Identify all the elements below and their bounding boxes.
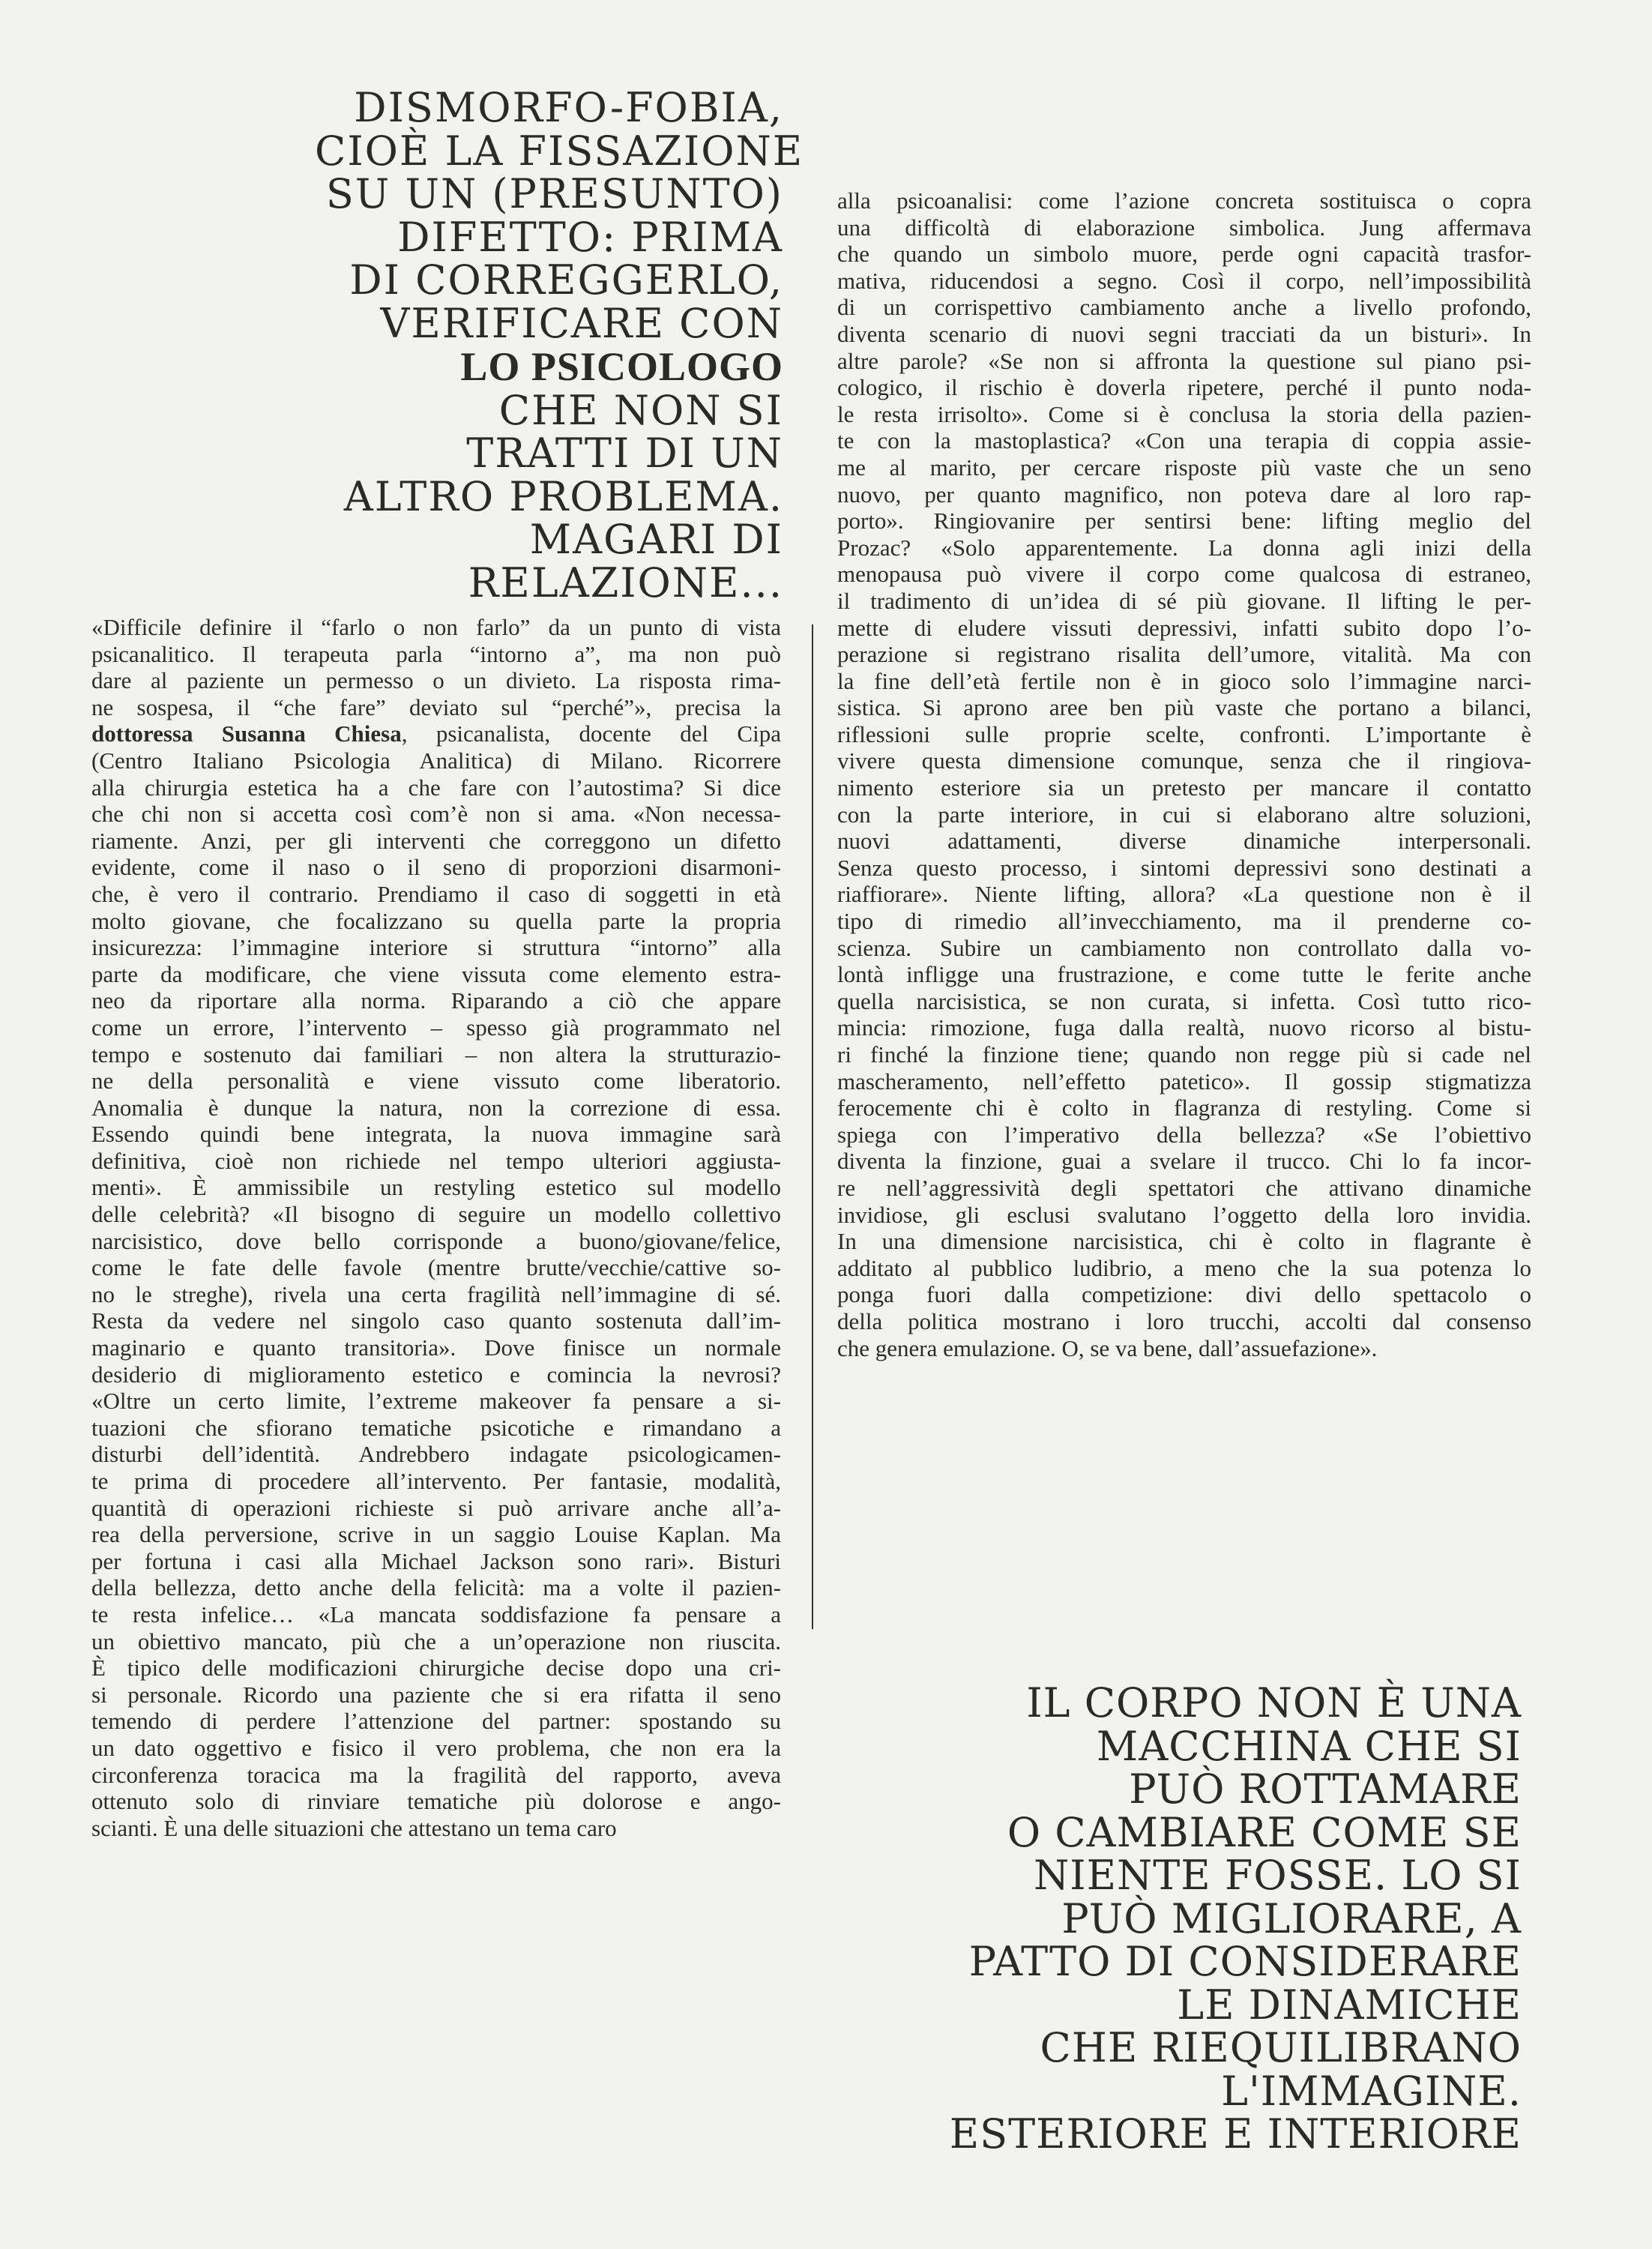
body-line: (Centro Italiano Psicologia Analitica) di Milano. Ricorrere	[91, 747, 781, 774]
pull-quote-line: VERIFICARE CON	[380, 299, 783, 347]
pull-quote-line: NIENTE FOSSE. LO SI	[1034, 1852, 1522, 1899]
pull-quote-line: TRATTI DI UN	[466, 430, 783, 477]
article-column-right	[837, 187, 1531, 1361]
body-line: evidente, come il naso o il seno di proporzioni disarmoni-	[91, 854, 781, 881]
body-line: che genera emulazione. O, se va bene, dall’assuefazione».	[837, 1334, 1378, 1361]
body-text: , psicanalista, docente del Cipa	[401, 720, 781, 747]
body-line: no le streghe), rivela una certa fragilità nell’immagine di sé.	[91, 1280, 781, 1307]
body-line: maginario e quanto transitoria». Dove finisce un normale	[91, 1334, 781, 1361]
body-line: di un corrispettivo cambiamento anche a livello profondo,	[837, 294, 1531, 321]
pull-quote-line: LE DINAMICHE	[1177, 1981, 1522, 2029]
body-line: psicanalitico. Il terapeuta parla “intorno a”, ma non può	[91, 640, 781, 667]
body-line	[91, 720, 781, 747]
body-line: tuazioni che sfiorano tematiche psicotiche e rimandano a	[91, 1414, 781, 1441]
body-line: diventa la finzione, guai a svelare il trucco. Chi lo fa incor-	[837, 1148, 1531, 1175]
body-line: te prima di procedere all’intervento. Per fantasie, modalità,	[91, 1468, 781, 1494]
body-line: che quando un simbolo muore, perde ogni capacità trasfor-	[837, 241, 1531, 268]
body-line: le resta irrisolto». Come si è conclusa la storia della pazien-	[837, 400, 1531, 427]
body-line: ponga fuori dalla competizione: divi dello spettacolo o	[837, 1281, 1531, 1308]
body-line: tempo e sostenuto dai familiari – non altera la strutturazio-	[91, 1041, 781, 1068]
body-line: Senza questo processo, i sintomi depressivi sono destinati a	[837, 854, 1531, 881]
body-line: riamente. Anzi, per gli interventi che correggono un difetto	[91, 827, 781, 854]
pull-quote-line: MACCHINA CHE SI	[1096, 1722, 1522, 1770]
pull-quote-line: PUÒ ROTTAMARE	[1129, 1765, 1522, 1813]
pull-quote-line: PUÒ MIGLIORARE, A	[1061, 1894, 1522, 1942]
body-line: come un errore, l’intervento – spesso già programmato nel	[91, 1014, 781, 1041]
pull-quote-line: CIOÈ LA FISSAZIONE	[315, 127, 804, 175]
body-line: sistica. Si aprono aree ben più vaste che portano a bilanci,	[837, 694, 1531, 721]
body-line: «Oltre un certo limite, l’extreme makeover fa pensare a si-	[91, 1388, 781, 1415]
body-line: come le fate delle favole (mentre brutte/vecchie/cattive so-	[91, 1254, 781, 1281]
pull-quote-line: DI CORREGGERLO,	[349, 256, 783, 304]
pull-quote-line: DISMORFO-FOBIA,	[354, 84, 783, 131]
body-line: In una dimensione narcisistica, chi è colto in flagrante è	[837, 1228, 1531, 1255]
body-line: perazione si registrano risalita dell’umore, vitalità. Ma con	[837, 641, 1531, 668]
body-line: della politica mostrano i loro trucchi, accolti dal consenso	[837, 1307, 1531, 1334]
body-line: Resta da vedere nel singolo caso quanto sostenuta dall’im-	[91, 1307, 781, 1334]
pull-quote-line: CHE NON SI	[498, 386, 783, 434]
body-line: mincia: rimozione, fuga dalla realtà, nuovo ricorso al bistu-	[837, 1014, 1531, 1041]
body-line: della bellezza, detto anche della felicità: ma a volte il pazien-	[91, 1574, 781, 1601]
pull-quote-top	[315, 84, 804, 606]
pull-quote-line: DIFETTO: PRIMA	[397, 213, 783, 261]
body-line: scianti. È una delle situazioni che attestano un tema caro	[91, 1814, 617, 1841]
body-line: Prozac? «Solo apparentemente. La donna agli inizi della	[837, 534, 1531, 561]
body-line: altre parole? «Se non si affronta la questione sul piano psi-	[837, 347, 1531, 374]
body-line: invidiose, gli esclusi svalutano l’oggetto della loro invidia.	[837, 1201, 1531, 1228]
body-line: narcisistico, dove bello corrisponde a buono/giovane/felice,	[91, 1227, 781, 1254]
body-line: nuovo, per quanto magnifico, non poteva dare al loro rap-	[837, 481, 1531, 508]
body-line: «Difficile definire il “farlo o non farlo” da un punto di vista	[91, 614, 781, 640]
body-line: con la parte interiore, in cui si elaborano altre soluzioni,	[837, 801, 1531, 828]
body-line: parte da modificare, che viene vissuta come elemento estra-	[91, 960, 781, 987]
body-line: diventa scenario di nuovi segni tracciati da un bisturi». In	[837, 320, 1531, 347]
body-line: mascheramento, nell’effetto patetico». Il gossip stigmatizza	[837, 1068, 1531, 1095]
body-line: te con la mastoplastica? «Con una terapia di coppia assie-	[837, 427, 1531, 454]
body-line: ri finché la finzione tiene; quando non regge più si cade nel	[837, 1041, 1531, 1068]
body-line: disturbi dell’identità. Andrebbero indagate psicologicamen-	[91, 1441, 781, 1468]
body-line: porto». Ringiovanire per sentirsi bene: lifting meglio del	[837, 508, 1531, 535]
body-line: re nell’aggressività degli spettatori che attivano dinamiche	[837, 1174, 1531, 1201]
pull-quote-line: CHE RIEQUILIBRANO	[1040, 2024, 1522, 2071]
body-line: ne della personalità e viene vissuto come liberatorio.	[91, 1068, 781, 1095]
body-line: Anomalia è dunque la natura, non la correzione di essa.	[91, 1094, 781, 1121]
body-line: che, è vero il contrario. Prendiamo il caso di soggetti in età	[91, 880, 781, 907]
body-line: molto giovane, che focalizzano su quella parte la propria	[91, 907, 781, 934]
body-line: ne sospesa, il “che fare” deviato sul “perché”», precisa la	[91, 693, 781, 720]
body-line: Essendo quindi bene integrata, la nuova immagine sarà	[91, 1121, 781, 1148]
body-line: rea della perversione, scrive in un saggio Louise Kaplan. Ma	[91, 1521, 781, 1548]
body-line: una difficoltà di elaborazione simbolica. Jung affermava	[837, 214, 1531, 241]
body-line: alla chirurgia estetica ha a che fare con l’autostima? Si dice	[91, 774, 781, 801]
body-line: mette di eludere vissuti depressivi, infatti subito dopo l’o-	[837, 614, 1531, 641]
column-divider	[812, 624, 813, 1629]
body-line: ottenuto solo di rinviare tematiche più dolorose e ango-	[91, 1788, 781, 1815]
body-line: insicurezza: l’immagine interiore si struttura “intorno” alla	[91, 934, 781, 961]
body-line: riaffiorare». Niente lifting, allora? «La questione non è il	[837, 881, 1531, 908]
body-line: si personale. Ricordo una paziente che si era rifatta il seno	[91, 1681, 781, 1708]
body-line: dare al paziente un permesso o un divieto. La risposta rima-	[91, 667, 781, 694]
body-line: la fine dell’età fertile non è in gioco solo l’immagine narci-	[837, 667, 1531, 694]
body-line: te resta infelice… «La mancata soddisfazione fa pensare a	[91, 1601, 781, 1628]
pull-quote-line: O CAMBIARE COME SE	[1007, 1808, 1522, 1856]
pull-quote-bottom	[944, 1679, 1522, 2158]
body-line: scienza. Subire un cambiamento non controllato dalla vo-	[837, 934, 1531, 961]
body-line: nuovi adattamenti, diverse dinamiche interpersonali.	[837, 828, 1531, 855]
body-line: definitiva, cioè non richiede nel tempo ulteriori aggiusta-	[91, 1147, 781, 1174]
body-line: per fortuna i casi alla Michael Jackson sono rari». Bisturi	[91, 1547, 781, 1574]
body-line: È tipico delle modificazioni chirurgiche decise dopo una cri-	[91, 1655, 781, 1682]
body-line: lontà infligge una frustrazione, e come tutte le ferite anche	[837, 961, 1531, 988]
body-line: vivere questa dimensione comunque, senza che il ringiova-	[837, 747, 1531, 774]
pull-quote-line	[315, 345, 783, 389]
pull-quote-highlight: LO PSICOLOGO	[460, 344, 783, 389]
body-line: neo da riportare alla norma. Riparando a ciò che appare	[91, 987, 781, 1014]
body-line: desiderio di miglioramento estetico e comincia la nevrosi?	[91, 1361, 781, 1388]
body-line: circonferenza toracica ma la fragilità del rapporto, aveva	[91, 1761, 781, 1788]
body-line: menti». È ammissibile un restyling estetico sul modello	[91, 1174, 781, 1201]
body-line: delle celebrità? «Il bisogno di seguire un modello collettivo	[91, 1201, 781, 1228]
body-line: me al marito, per cercare risposte più vaste che un seno	[837, 454, 1531, 481]
body-line: menopausa può vivere il corpo come qualcosa di estraneo,	[837, 561, 1531, 588]
body-line: che chi non si accetta così com’è non si ama. «Non necessa-	[91, 801, 781, 828]
body-line: riflessioni sulle proprie scelte, confronti. L’importante è	[837, 720, 1531, 747]
pull-quote-line: IL CORPO NON È UNA	[1026, 1679, 1522, 1726]
expert-name: dottoressa Susanna Chiesa	[91, 720, 402, 747]
body-line: temendo di perdere l’attenzione del partner: spostando su	[91, 1708, 781, 1735]
pull-quote-line: L'IMMAGINE.	[1221, 2067, 1522, 2115]
pull-quote-line: PATTO DI CONSIDERARE	[968, 1938, 1522, 1985]
pull-quote-line: SU UN (PRESUNTO)	[325, 170, 783, 217]
body-line: quella narcisistica, se non curata, si infetta. Così tutto rico-	[837, 987, 1531, 1014]
body-line: nimento esteriore sia un pretesto per mancare il contatto	[837, 774, 1531, 801]
body-line: tipo di rimedio all’invecchiamento, ma il prenderne co-	[837, 908, 1531, 935]
body-line: mativa, riducendosi a segno. Così il corpo, nell’impossibilità	[837, 267, 1531, 294]
body-line: cologico, il rischio è doverla ripetere, perché il punto noda-	[837, 374, 1531, 401]
pull-quote-line: RELAZIONE...	[468, 559, 783, 606]
pull-quote-line: MAGARI DI	[529, 516, 783, 563]
body-line: un dato oggettivo e fisico il vero problema, che non era la	[91, 1734, 781, 1761]
pull-quote-line: ALTRO PROBLEMA.	[343, 472, 783, 520]
body-line: additato al pubblico ludibrio, a meno che la sua potenza lo	[837, 1254, 1531, 1281]
body-line: quantità di operazioni richieste si può arrivare anche all’a-	[91, 1494, 781, 1521]
body-line: un obiettivo mancato, più che a un’operazione non riuscita.	[91, 1628, 781, 1655]
body-line: spiega con l’imperativo della bellezza? «Se l’obiettivo	[837, 1121, 1531, 1148]
article-column-left	[91, 614, 781, 1841]
body-line: alla psicoanalisi: come l’azione concreta sostituisca o copra	[837, 187, 1531, 214]
pull-quote-line: ESTERIORE E INTERIORE	[949, 2110, 1522, 2158]
body-line: il tradimento di un’idea di sé più giovane. Il lifting le per-	[837, 587, 1531, 614]
body-line: ferocemente chi è colto in flagranza di restyling. Come si	[837, 1095, 1531, 1122]
